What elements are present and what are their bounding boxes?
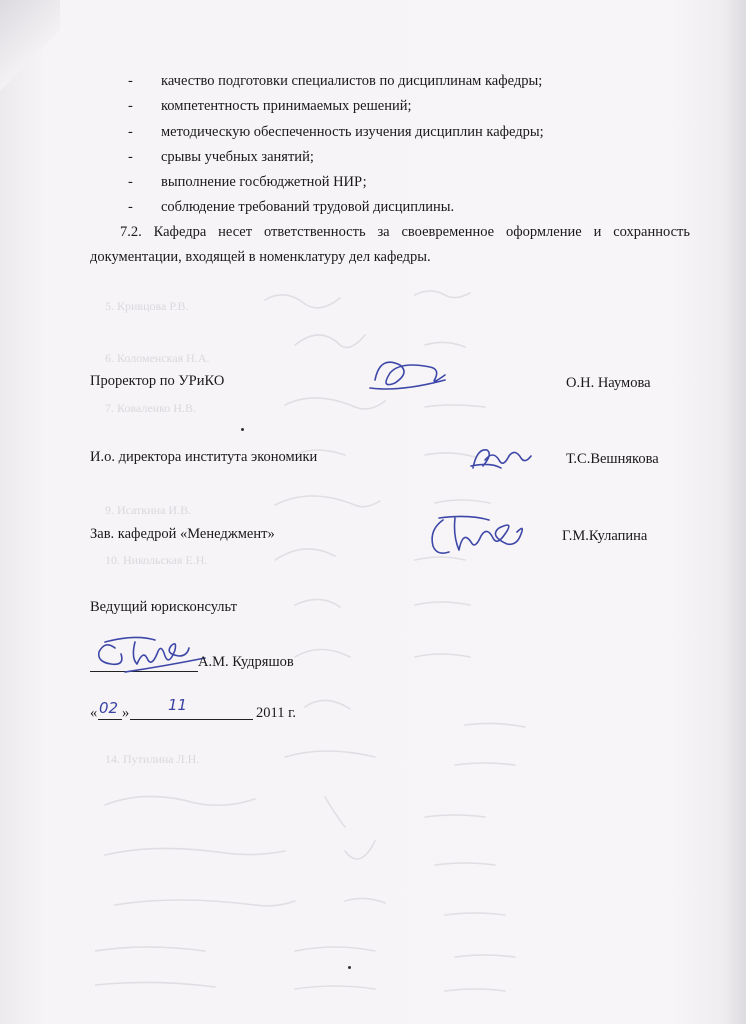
bullet-marker: - [128, 123, 133, 140]
speck [241, 428, 244, 431]
bullet-marker: - [128, 199, 133, 216]
lawyer-signature [95, 628, 215, 676]
date-open-quote: « [90, 705, 98, 721]
list-item-text: методическую обеспеченность изучения дисциплин кафедры; [161, 123, 544, 140]
director-title: И.о. директора института экономики [90, 449, 318, 465]
list-item-text: компетентность принимаемых решений; [161, 98, 412, 115]
head-name: Г.М.Кулапина [562, 528, 648, 544]
list-item-text: срывы учебных занятий; [161, 148, 314, 165]
bullet-marker: - [128, 73, 133, 89]
director-name: Т.С.Вешнякова [566, 451, 659, 467]
bleed-text-4: 9. Исаткина И.В. [105, 503, 192, 517]
bleed-text-5: 10. Никольская Е.Н. [105, 553, 208, 567]
list-item [128, 94, 544, 119]
director-signature [465, 438, 535, 478]
bleed-text-2: 6. Коломенская Н.А. [105, 351, 210, 365]
head-title: Зав. кафедрой «Менеджмент» [90, 526, 275, 542]
month-underline [130, 719, 253, 720]
bullet-marker: - [128, 174, 133, 191]
prorector-name: О.Н. Наумова [566, 375, 651, 391]
list-item [128, 120, 544, 145]
date-day: 02 [99, 699, 119, 717]
list-item [128, 170, 544, 195]
page-edge-shadow [724, 0, 746, 1024]
bleed-text-6: 14. Путилина Л.Н. [105, 752, 200, 766]
list-item-text: соблюдение требований трудовой дисциплины. [161, 199, 455, 216]
speck [348, 966, 351, 969]
list-item-text: качество подготовки специалистов по дисциплинам кафедры; [161, 73, 543, 89]
list-item [128, 69, 544, 94]
lawyer-title: Ведущий юрисконсульт [90, 599, 237, 615]
paragraph-7-2: 7.2. Кафедра несет ответственность за своевременное оформление и сохранность документации, входящей в номенклатуру дел кафедры. [90, 224, 690, 265]
bleed-text-3: 7. Коваленко Н.В. [105, 401, 196, 415]
prorector-title: Проректор по УРиКО [90, 373, 225, 389]
head-signature [425, 506, 540, 561]
responsibility-list [128, 69, 544, 221]
lawyer-name: А.М. Кудряшов [198, 654, 294, 670]
bleed-text-1: 5. Кривцова Р.В. [105, 299, 189, 313]
date-year: 2011 г. [256, 705, 297, 721]
day-underline [98, 719, 122, 720]
bullet-marker: - [128, 148, 133, 165]
list-item [128, 145, 544, 170]
list-item-text: выполнение госбюджетной НИР; [161, 174, 367, 191]
prorector-signature [365, 350, 455, 400]
list-item [128, 195, 544, 220]
bullet-marker: - [128, 98, 133, 115]
date-close-quote: » [122, 705, 130, 721]
page-fold-shadow [0, 0, 60, 90]
date-month: 11 [168, 696, 188, 714]
